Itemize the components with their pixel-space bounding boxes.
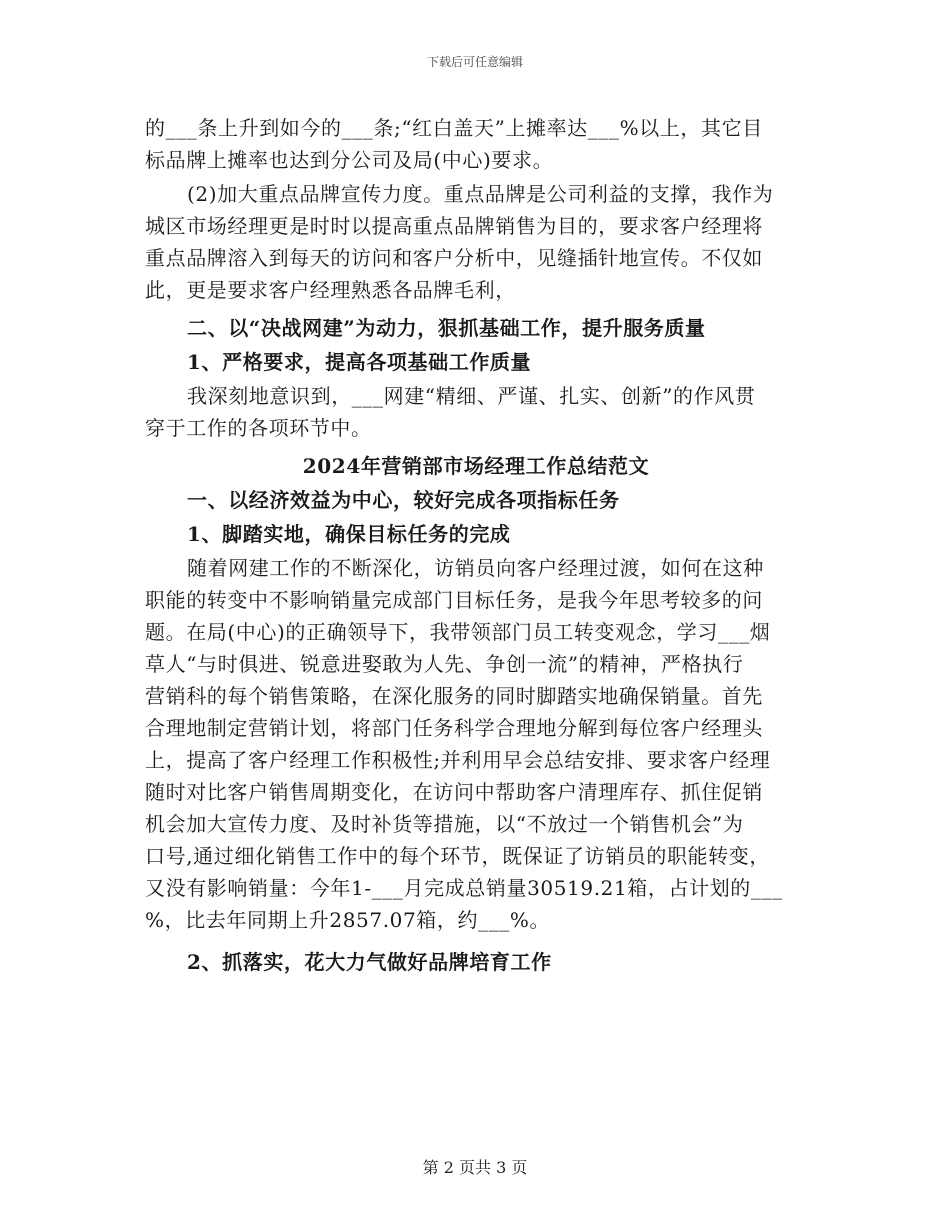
section-heading: 一、以经济效益为中心，较好完成各项指标任务 — [187, 488, 620, 512]
text-line: 口号,通过细化销售工作中的每个环节，既保证了访销员的职能转变， — [145, 844, 770, 868]
document-title: 2024年营销部市场经理工作总结范文 — [302, 454, 650, 478]
text-line: 题。在局(中心)的正确领导下，我带领部门员工转变观念，学习___烟 — [145, 620, 771, 644]
text-line: 机会加大宣传力度、及时补货等措施，以“不放过一个销售机会”为 — [145, 812, 744, 836]
text-line: 职能的转变中不影响销量完成部门目标任务，是我今年思考较多的问 — [145, 588, 763, 612]
text-line: 合理地制定营销计划，将部门任务科学合理地分解到每位客户经理头 — [145, 716, 763, 740]
body-paragraph — [145, 178, 807, 306]
subsection-heading: 1、脚踏实地，确保目标任务的完成 — [187, 522, 511, 546]
body-paragraph — [145, 380, 807, 444]
subsection-heading: 2、抓落实，花大力气做好品牌培育工作 — [187, 950, 552, 974]
subsection-heading: 1、严格要求，提高各项基础工作质量 — [187, 350, 532, 374]
text-line: 城区市场经理更是时时以提高重点品牌销售为目的，要求客户经理将 — [145, 214, 763, 238]
text-line: 的___条上升到如今的___条;“红白盖天”上摊率达___%以上，其它目 — [145, 116, 763, 140]
text-line: 随时对比客户销售周期变化，在访问中帮助客户清理库存、抓住促销 — [145, 780, 763, 804]
page-header: 下载后可任意编辑 — [426, 55, 523, 69]
body-paragraph — [145, 112, 807, 176]
page-footer: 第 2 页共 3 页 — [422, 1158, 528, 1177]
document-body — [145, 112, 807, 978]
text-line: 随着网建工作的不断深化，访销员向客户经理过渡，如何在这种 — [187, 556, 764, 580]
section-heading: 二、以“决战网建”为动力，狠抓基础工作，提升服务质量 — [187, 316, 706, 340]
text-line: 营销科的每个销售策略，在深化服务的同时脚踏实地确保销量。首先 — [145, 684, 763, 708]
text-line: 上，提高了客户经理工作积极性;并利用早会总结安排、要求客户经理 — [145, 748, 771, 772]
text-line: 标品牌上摊率也达到分公司及局(中心)要求。 — [145, 148, 554, 172]
body-paragraph — [145, 552, 807, 936]
text-line: 重点品牌溶入到每天的访问和客户分析中，见缝插针地宣传。不仅如 — [145, 246, 763, 270]
text-line: 穿于工作的各项环节中。 — [145, 416, 372, 440]
text-line: 此，更是要求客户经理熟悉各品牌毛利， — [145, 278, 516, 302]
text-line: %，比去年同期上升2857.07箱，约___%。 — [145, 908, 551, 932]
text-line: (2)加大重点品牌宣传力度。重点品牌是公司利益的支撑，我作为 — [187, 182, 774, 206]
text-line: 草人“与时俱进、锐意进娶敢为人先、争创一流”的精神，严格执行 — [145, 652, 744, 676]
text-line: 又没有影响销量：今年1-___月完成总销量30519.21箱，占计划的___ — [145, 876, 783, 900]
text-line: 我深刻地意识到，___网建“精细、严谨、扎实、创新”的作风贯 — [187, 384, 756, 408]
